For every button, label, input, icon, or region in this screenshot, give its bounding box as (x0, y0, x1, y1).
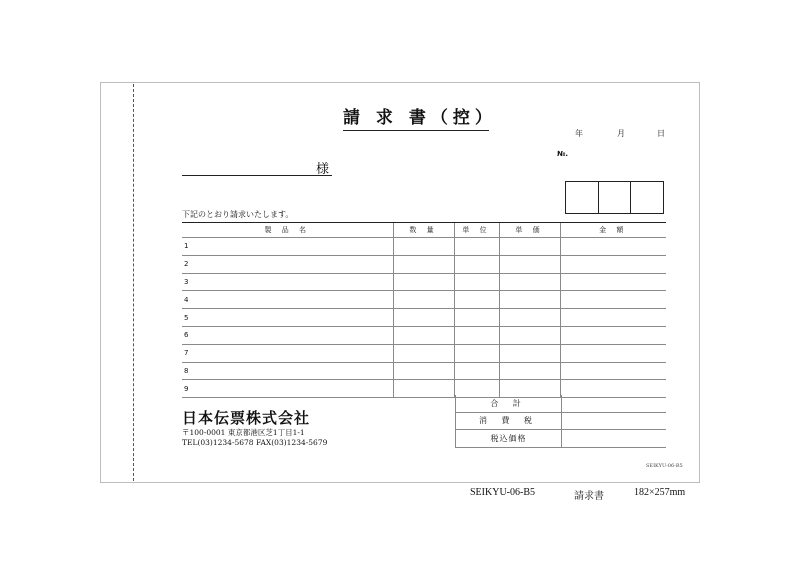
caption-product-name: 請求書 (574, 491, 604, 502)
consumption-tax-value (562, 412, 667, 430)
line-items-table (182, 222, 666, 398)
form-code-small: SEIKYU-06-B5 (646, 463, 683, 469)
totals-row (456, 395, 667, 412)
row-number: 7 (182, 344, 393, 362)
totals-table (455, 395, 666, 448)
table-header-row (182, 223, 666, 238)
honorific-label: 様 (316, 162, 330, 177)
column-header-unit: 単 位 (454, 223, 499, 238)
stamp-cell (566, 182, 599, 213)
row-number: 8 (182, 362, 393, 380)
column-header-amount: 金 額 (560, 223, 666, 238)
totals-row (456, 412, 667, 430)
subtotal-label: 合 計 (456, 395, 562, 412)
intro-text: 下記のとおり請求いたします。 (182, 210, 294, 219)
date-month-label: 月 (617, 129, 625, 138)
column-header-quantity: 数 量 (393, 223, 454, 238)
stamp-cell (631, 182, 663, 213)
table-row (182, 255, 666, 273)
caption-product-code: SEIKYU-06-B5 (470, 487, 535, 498)
company-address: 〒100-0001 東京都港区芝1丁目1-1 (182, 428, 305, 437)
table-row (182, 291, 666, 309)
stamp-cell (599, 182, 632, 213)
date-year-label: 年 (575, 129, 583, 138)
consumption-tax-label: 消 費 税 (456, 412, 562, 430)
row-number: 9 (182, 380, 393, 398)
row-number: 2 (182, 255, 393, 273)
caption-product-size: 182×257mm (634, 487, 686, 498)
row-number: 3 (182, 273, 393, 291)
form-title: 請 求 書（控） (343, 108, 489, 131)
table-row (182, 344, 666, 362)
tax-included-total-label: 税込価格 (456, 430, 562, 448)
row-number: 6 (182, 326, 393, 344)
table-row (182, 309, 666, 327)
row-number: 5 (182, 309, 393, 327)
totals-row (456, 430, 667, 448)
stamp-box (565, 181, 664, 214)
row-number: 4 (182, 291, 393, 309)
invoice-number-label: №. (557, 150, 569, 158)
company-tel-fax: TEL(03)1234-5678 FAX(03)1234-5679 (182, 438, 328, 447)
perforation-line (133, 84, 134, 481)
column-header-product: 製 品 名 (182, 223, 393, 238)
table-row (182, 362, 666, 380)
column-header-unit-price: 単 価 (499, 223, 560, 238)
table-row (182, 326, 666, 344)
customer-name-field (182, 175, 332, 176)
tax-included-total-value (562, 430, 667, 448)
company-name: 日本伝票株式会社 (182, 409, 311, 427)
date-day-label: 日 (657, 129, 665, 138)
table-row (182, 273, 666, 291)
table-row (182, 238, 666, 256)
row-number: 1 (182, 238, 393, 256)
subtotal-value (562, 395, 667, 412)
